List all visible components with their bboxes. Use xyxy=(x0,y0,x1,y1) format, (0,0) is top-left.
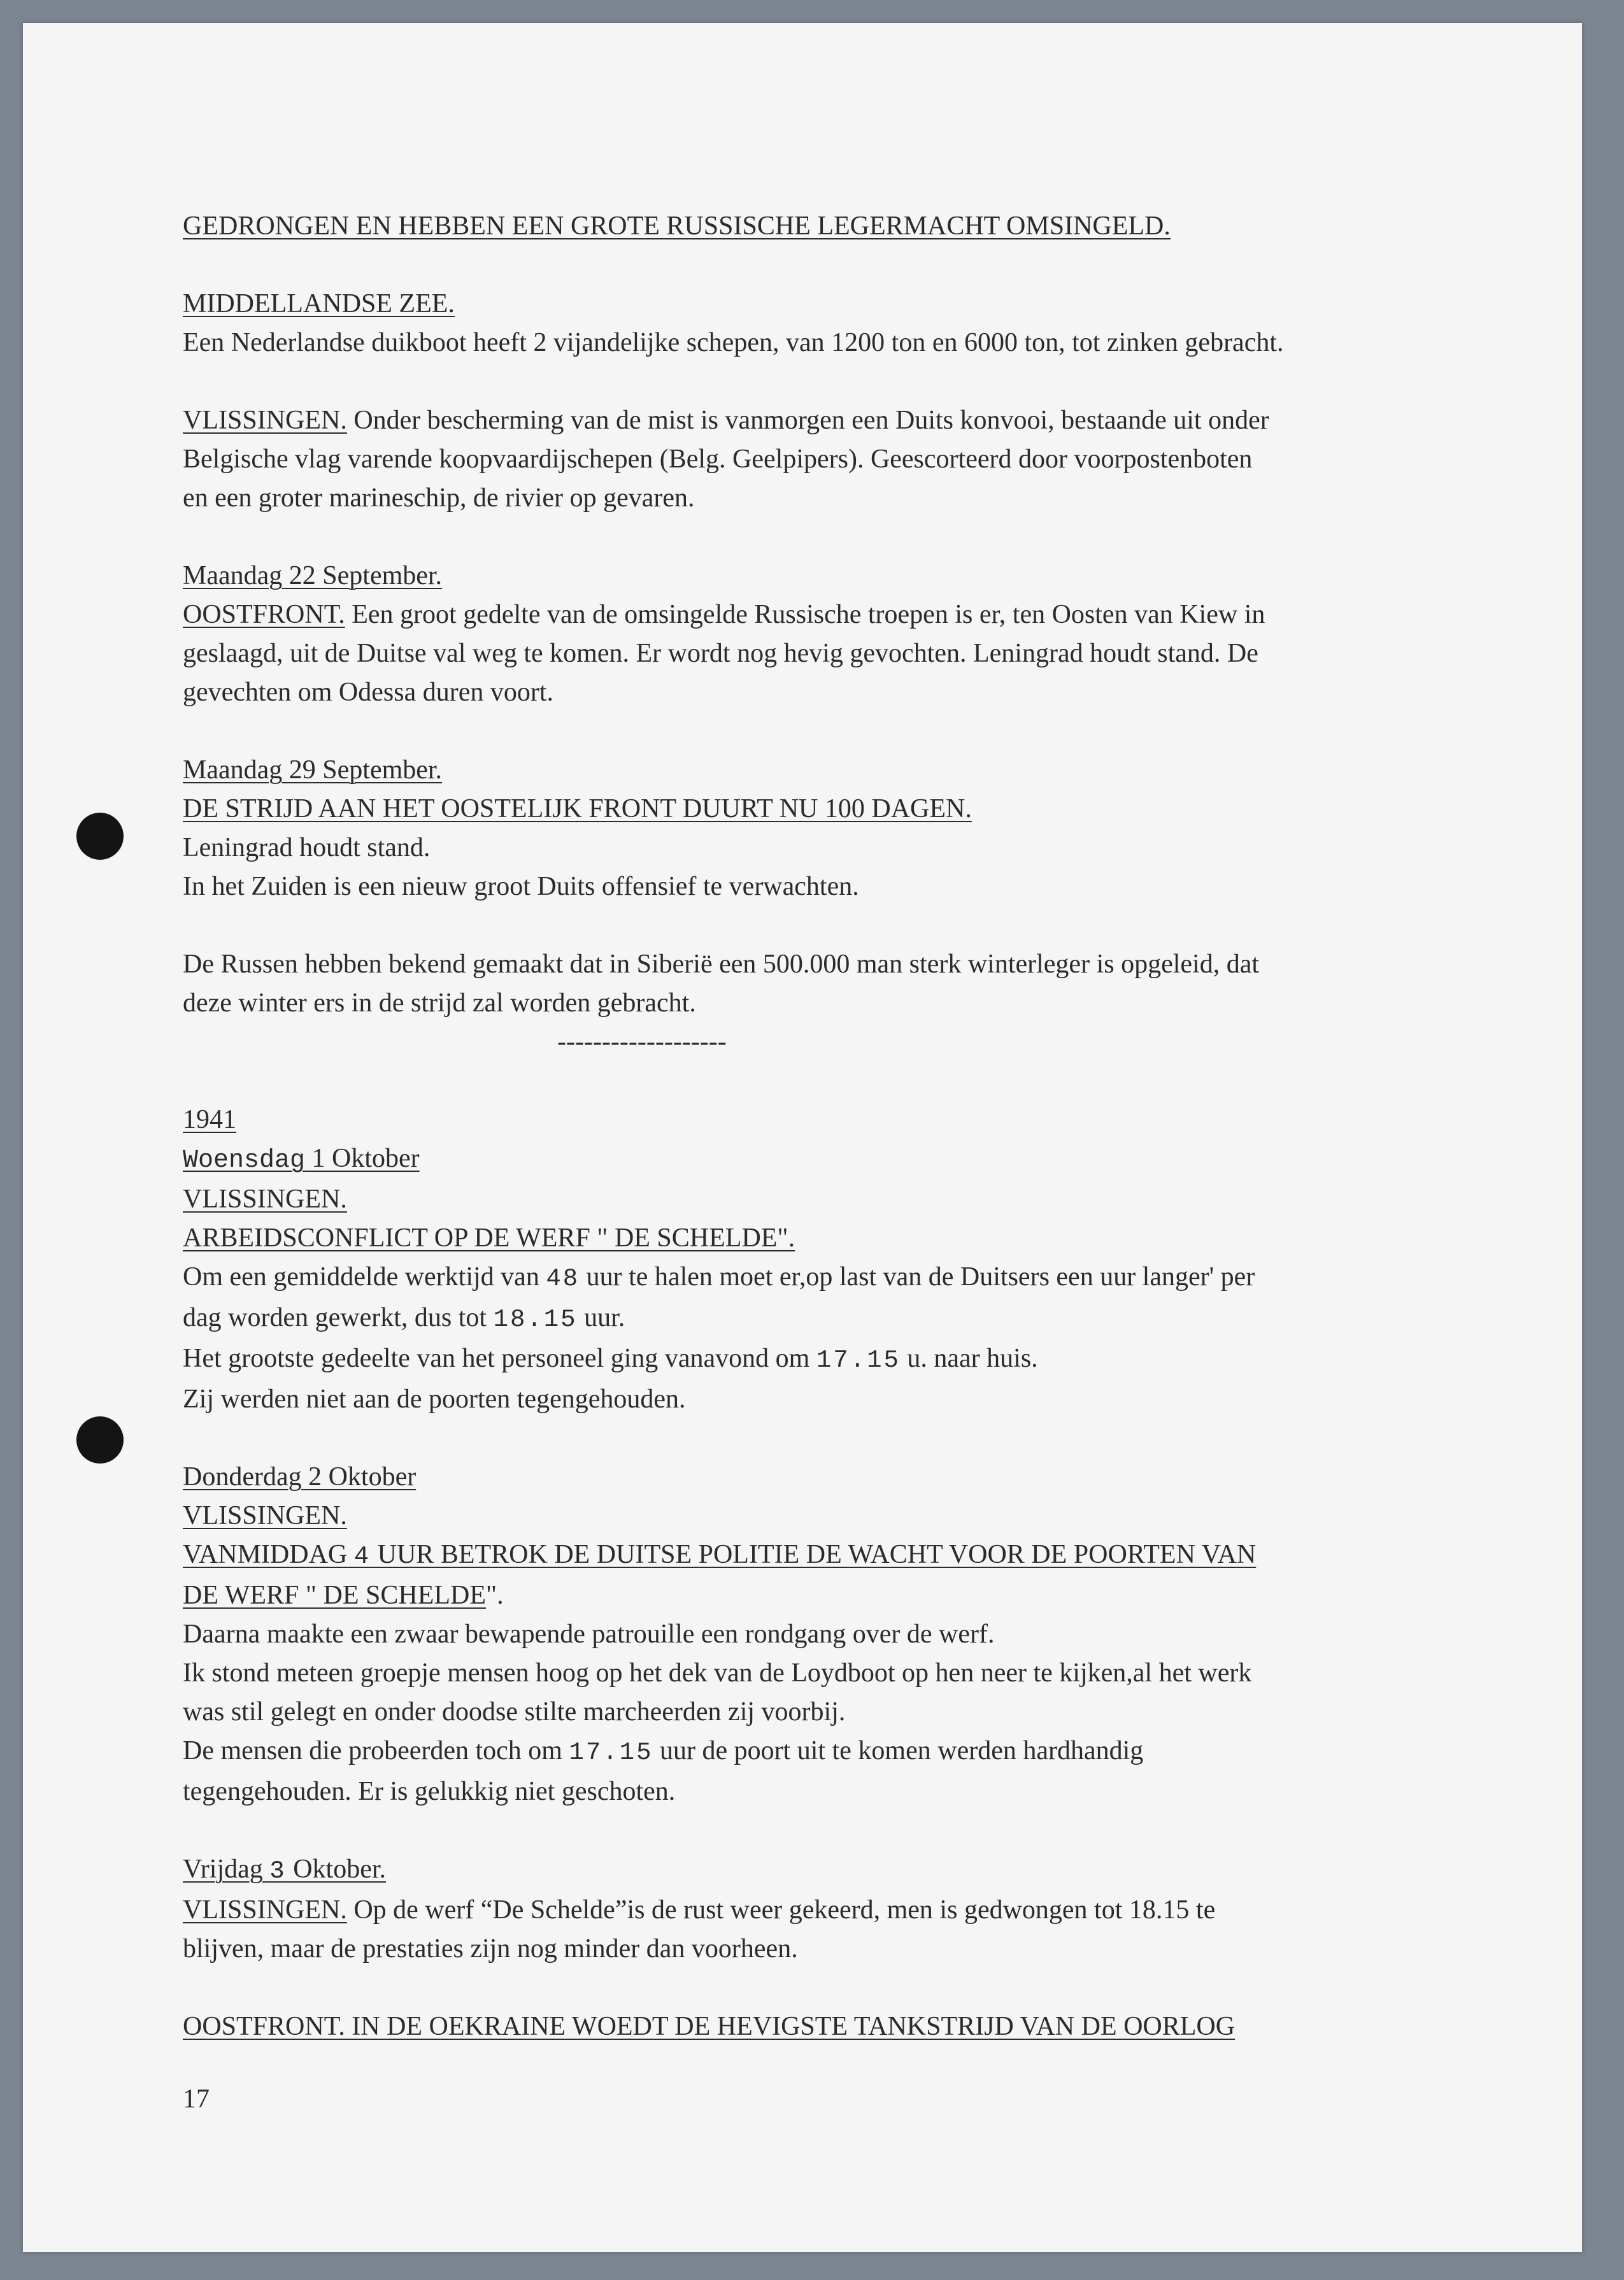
text-line xyxy=(183,401,1457,440)
text-line: geslaagd, uit de Duitse val weg te komen. Er wordt nog hevig gevochten. Leningrad houdt stand. De xyxy=(183,639,1258,668)
text-line: Ik stond meteen groepje mensen hoog op het dek van de Loydboot op hen neer te kijken,al het werk xyxy=(183,1658,1252,1688)
number-span: 17.15 xyxy=(816,1346,901,1374)
text-span: Een groot gedelte van de omsingelde Russische troepen is er, ten Oosten van Kiew in xyxy=(345,600,1265,629)
text-line: GEDRONGEN EN HEBBEN EEN GROTE RUSSISCHE LEGERMACHT OMSINGELD. xyxy=(183,211,1171,241)
number-span: 17.15 xyxy=(569,1739,653,1767)
text-span: 1 Oktober xyxy=(305,1144,420,1173)
text-line: Leningrad houdt stand. xyxy=(183,833,431,862)
year-heading: 1941 xyxy=(183,1105,236,1134)
text-line: deze winter ers in de strijd zal worden gebracht. xyxy=(183,988,696,1018)
page-number: 17 xyxy=(183,2084,210,2114)
text-line: Zij werden niet aan de poorten tegengehouden. xyxy=(183,1385,686,1414)
number-span: 48 xyxy=(546,1265,580,1293)
text-line: Belgische vlag varende koopvaardijschepen (Belg. Geelpipers). Geescorteerd door voorpostenboten xyxy=(183,445,1253,474)
text-line xyxy=(183,595,1457,634)
section-heading: MIDDELLANDSE ZEE. xyxy=(183,289,455,318)
place-heading: VLISSINGEN. xyxy=(183,1185,347,1214)
section-heading: OOSTFRONT. IN DE OEKRAINE WOEDT DE HEVIGSTE TANKSTRIJD VAN DE OORLOG xyxy=(183,2012,1236,2041)
date-heading xyxy=(183,1139,1457,1180)
text-line: Een Nederlandse duikboot heeft 2 vijandelijke schepen, van 1200 ton en 6000 ton, tot zinken gebracht. xyxy=(183,328,1284,357)
text-line: gevechten om Odessa duren voort. xyxy=(183,678,553,707)
text-span: VANMIDDAG xyxy=(183,1540,354,1569)
text-line xyxy=(183,1891,1457,1930)
text-span: Woensdag xyxy=(183,1146,306,1175)
number-span: 18.15 xyxy=(493,1306,578,1334)
text-span: Vrijdag xyxy=(183,1855,270,1884)
text-line: De Russen hebben bekend gemaakt dat in Siberië een 500.000 man sterk winterleger is opgeleid, dat xyxy=(183,950,1260,979)
text-span: De mensen die probeerden toch om xyxy=(183,1736,569,1765)
place-heading: VLISSINGEN. xyxy=(183,1501,347,1530)
date-heading: Maandag 22 September. xyxy=(183,561,443,590)
text-line xyxy=(183,1299,1457,1339)
text-line: Daarna maakte een zwaar bewapende patrouille een rondgang over de werf. xyxy=(183,1620,995,1649)
text-line: was stil gelegt en onder doodse stilte marcheerden zij voorbij. xyxy=(183,1697,846,1727)
text-span: Op de werf “De Schelde”is de rust weer gekeerd, men is gedwongen tot 18.15 te xyxy=(346,1895,1216,1925)
text-span: u. naar huis. xyxy=(900,1344,1038,1373)
number-span: 3 xyxy=(269,1857,287,1885)
text-span: ". xyxy=(486,1581,504,1610)
text-span: Oktober. xyxy=(286,1855,386,1884)
place-heading: VLISSINGEN. xyxy=(183,406,347,435)
section-heading xyxy=(183,1535,1457,1576)
separator-line: ------------------- xyxy=(557,1027,727,1057)
section-heading: ARBEIDSCONFLICT OP DE WERF " DE SCHELDE". xyxy=(183,1223,795,1253)
text-span: uur te halen moet er,op last van de Duitsers een uur langer' per xyxy=(580,1262,1255,1292)
text-span: Onder bescherming van de mist is vanmorgen een Duits konvooi, bestaande uit onder xyxy=(346,406,1269,435)
text-line: In het Zuiden is een nieuw groot Duits offensief te verwachten. xyxy=(183,872,859,901)
place-heading: VLISSINGEN. xyxy=(183,1895,347,1925)
date-heading: Maandag 29 September. xyxy=(183,755,443,785)
section-heading: DE WERF " DE SCHELDE xyxy=(183,1581,487,1610)
text-line: tegengehouden. Er is gelukkig niet geschoten. xyxy=(183,1777,676,1806)
text-line xyxy=(183,1258,1457,1299)
text-line: blijven, maar de prestaties zijn nog minder dan voorheen. xyxy=(183,1934,798,1963)
text-line xyxy=(183,1339,1457,1380)
text-span: Het grootste gedeelte van het personeel ging vanavond om xyxy=(183,1344,816,1373)
text-line xyxy=(183,1576,1457,1615)
number-span: 4 xyxy=(353,1543,371,1571)
text-line: en een groter marineschip, de rivier op gevaren. xyxy=(183,483,695,513)
document-body xyxy=(183,207,1457,2046)
punch-hole-bottom xyxy=(76,1416,124,1464)
text-span: dag worden gewerkt, dus tot xyxy=(183,1303,494,1332)
place-heading: OOSTFRONT. xyxy=(183,600,345,629)
text-span: uur. xyxy=(577,1303,625,1332)
punch-hole-top xyxy=(76,813,124,860)
text-span: Om een gemiddelde werktijd van xyxy=(183,1262,546,1292)
text-span: uur de poort uit te komen werden hardhandig xyxy=(653,1736,1144,1765)
text-line xyxy=(183,1732,1457,1772)
section-heading: DE STRIJD AAN HET OOSTELIJK FRONT DUURT NU 100 DAGEN. xyxy=(183,794,972,823)
text-span: UUR BETROK DE DUITSE POLITIE DE WACHT VOOR DE POORTEN VAN xyxy=(371,1540,1257,1569)
date-heading: Donderdag 2 Oktober xyxy=(183,1462,417,1492)
date-heading xyxy=(183,1850,1457,1891)
